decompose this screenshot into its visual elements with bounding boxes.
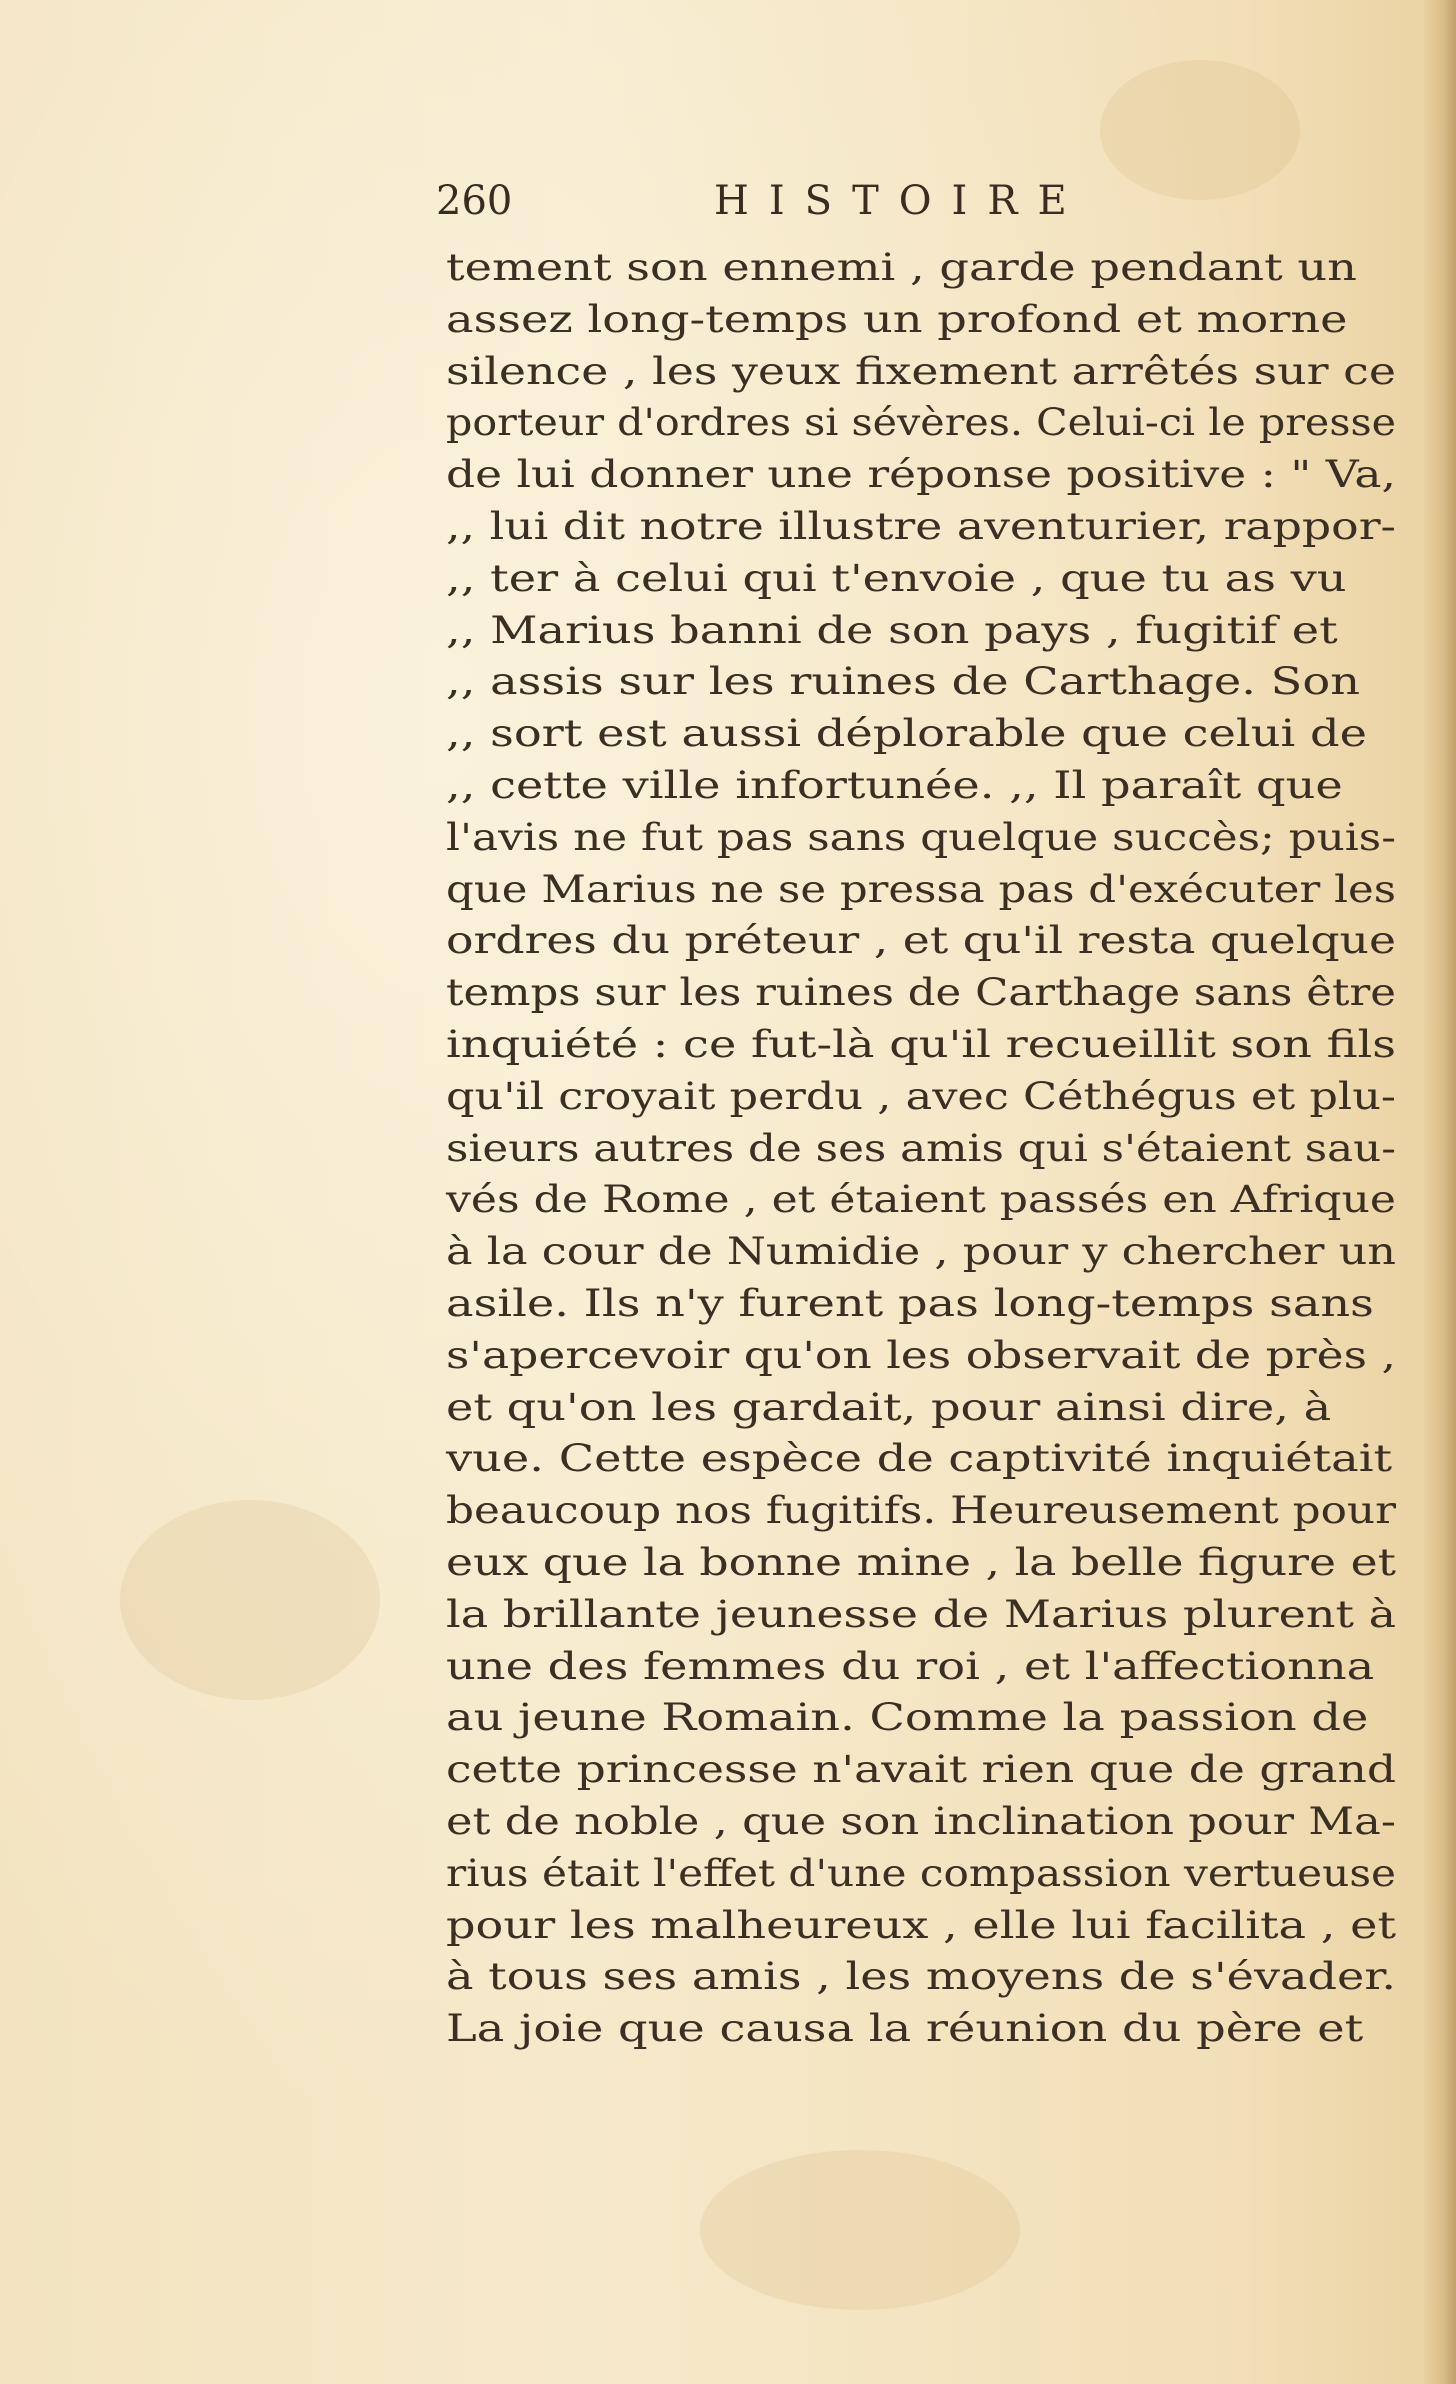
text-line: ,, sort est aussi déplorable que celui de xyxy=(446,712,1367,756)
text-line: s'apercevoir qu'on les observait de près , xyxy=(446,1333,1396,1377)
text-line: la brillante jeunesse de Marius plurent à xyxy=(446,1592,1396,1636)
text-line: cette princesse n'avait rien que de grand xyxy=(446,1748,1396,1792)
text-line: une des femmes du roi , et l'affectionna xyxy=(446,1644,1375,1688)
text-line: de lui donner une réponse positive : " Va, xyxy=(446,453,1396,497)
text-line: et qu'on les gardait, pour ainsi dire, à xyxy=(446,1385,1332,1429)
text-line: assez long-temps un profond et morne xyxy=(446,297,1348,341)
text-line: sieurs autres de ses amis qui s'étaient sau- xyxy=(446,1126,1396,1170)
text-line: ,, lui dit notre illustre aventurier, rappor- xyxy=(446,504,1396,548)
text-line: porteur d'ordres si sévères. Celui-ci le presse xyxy=(446,401,1396,445)
text-line: à tous ses amis , les moyens de s'évader. xyxy=(446,1955,1396,1999)
text-line: à la cour de Numidie , pour y chercher un xyxy=(446,1230,1396,1274)
text-line: ordres du préteur , et qu'il resta quelque xyxy=(446,919,1396,963)
text-line: La joie que causa la réunion du père et xyxy=(446,2007,1364,2051)
paper-stain xyxy=(700,2150,1020,2310)
text-line: tement son ennemi , garde pendant un xyxy=(446,246,1357,289)
page-edge-shadow xyxy=(1422,0,1456,2384)
paper-stain xyxy=(120,1500,380,1700)
text-line: ,, Marius banni de son pays , fugitif et xyxy=(446,608,1338,652)
text-line: asile. Ils n'y furent pas long-temps sans xyxy=(446,1281,1374,1325)
text-line: vue. Cette espèce de captivité inquiétait xyxy=(446,1437,1393,1481)
text-line: qu'il croyait perdu , avec Céthégus et plu- xyxy=(446,1074,1396,1118)
text-line: pour les malheureux , elle lui facilita , et xyxy=(446,1903,1396,1947)
text-line: au jeune Romain. Comme la passion de xyxy=(446,1696,1369,1740)
text-line: vés de Rome , et étaient passés en Afrique xyxy=(446,1178,1396,1222)
running-title: HISTOIRE xyxy=(714,178,1087,224)
text-line: l'avis ne fut pas sans quelque succès; puis- xyxy=(446,815,1396,859)
page-header xyxy=(436,170,1436,240)
text-line: inquiété : ce fut-là qu'il recueillit son fils xyxy=(446,1022,1396,1066)
body-text xyxy=(446,242,1396,2055)
text-line: beaucoup nos fugitifs. Heureusement pour xyxy=(446,1489,1396,1533)
text-line: ,, assis sur les ruines de Carthage. Son xyxy=(446,660,1360,704)
page-number: 260 xyxy=(436,178,513,224)
text-line: silence , les yeux fixement arrêtés sur ce xyxy=(446,349,1396,393)
text-line: et de noble , que son inclination pour Ma- xyxy=(446,1799,1396,1843)
text-line: eux que la bonne mine , la belle figure et xyxy=(446,1540,1396,1584)
text-line: ,, ter à celui qui t'envoie , que tu as vu xyxy=(446,556,1347,600)
text-line: rius était l'effet d'une compassion vertueuse xyxy=(446,1851,1396,1895)
text-line: que Marius ne se pressa pas d'exécuter les xyxy=(446,867,1396,911)
text-line: temps sur les ruines de Carthage sans être xyxy=(446,971,1396,1015)
text-line: ,, cette ville infortunée. ,, Il paraît que xyxy=(446,763,1343,807)
